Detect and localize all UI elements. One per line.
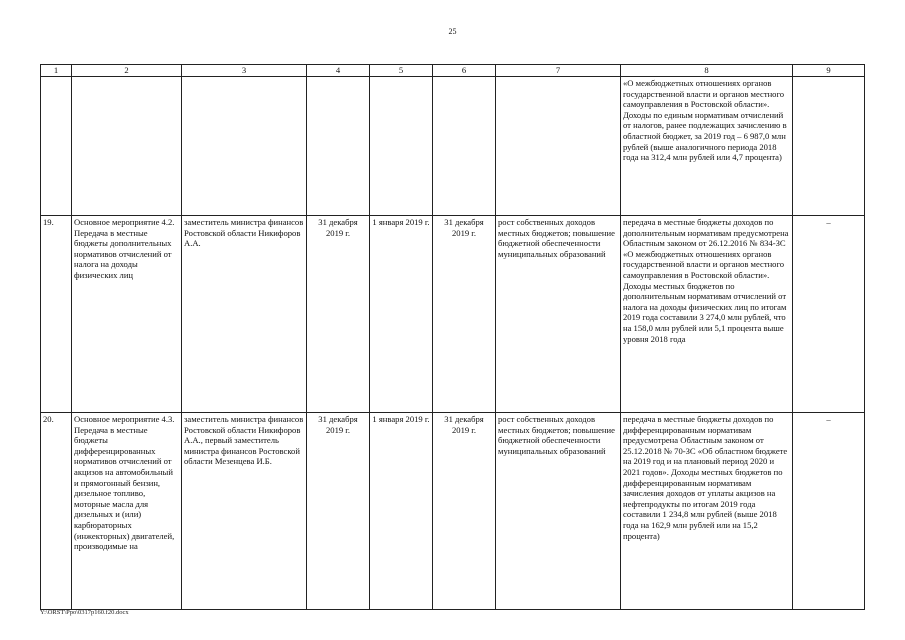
table-row — [41, 77, 865, 216]
actual-start-date-cell: 1 января 2019 г. — [370, 413, 433, 610]
page-number: 25 — [448, 27, 457, 36]
actual-end-date-cell: 31 декабря 2019 г. — [433, 216, 496, 413]
executor-cell: заместитель министра финансов Ростовской области Никифоров А.А., первый заместитель министра финансов Ростовской области Мезенцева И.Б. — [182, 413, 307, 610]
column-header: 3 — [182, 65, 307, 77]
actual-start-date-cell: 1 января 2019 г. — [370, 216, 433, 413]
event-cell — [72, 77, 182, 216]
column-number-row — [41, 65, 865, 77]
actual-result-cell: передача в местные бюджеты доходов по дополнительным нормативам предусмотрена Областным законом от 26.12.2016 № 834-ЗС «О межбюджетных отношениях органов государственной власти и органов местного самоуправления в Ростовской области». Доходы местных бюджетов по дополнительным нормативам отчислений от налога на доходы физических лиц по итогам 2019 года составили 3 274,0 млн рублей, что на 158,0 млн рублей или 5,1 процента выше уровня 2018 года — [621, 216, 793, 413]
planned-result-cell — [496, 77, 621, 216]
report-table — [40, 64, 865, 610]
table-row — [41, 216, 865, 413]
note-cell — [793, 77, 865, 216]
column-header: 7 — [496, 65, 621, 77]
file-path-footer: Y:\ORST\Ppo\0317p160.f20.docx — [40, 609, 129, 616]
note-cell: – — [793, 413, 865, 610]
column-header: 6 — [433, 65, 496, 77]
row-number: 20. — [41, 413, 72, 610]
event-cell: Основное мероприятие 4.3. Передача в местные бюджеты дифференцированных нормативов отчислений от акцизов на автомобильный и прямогонный бензин, дизельное топливо, моторные масла для дизельных и (или) карбюраторных (инжекторных) двигателей, производимые на — [72, 413, 182, 610]
executor-cell: заместитель министра финансов Ростовской области Никифоров А.А. — [182, 216, 307, 413]
actual-result-cell: передача в местные бюджеты доходов по дифференцированным нормативам предусмотрена Областным законом от 25.12.2018 № 70-ЗС «Об областном бюджете на 2019 год и на плановый период 2020 и 2021 годов». Доходы местных бюджетов по дифференцированным нормативам зачисления доходов от уплаты акцизов на нефтепродукты по итогам 2019 года составили 1 234,8 млн рублей (выше 2018 года на 162,9 млн рублей или на 15,2 процента) — [621, 413, 793, 610]
column-header: 8 — [621, 65, 793, 77]
event-cell: Основное мероприятие 4.2. Передача в местные бюджеты дополнительных нормативов отчислений от налога на доходы физических лиц — [72, 216, 182, 413]
planned-result-cell: рост собственных доходов местных бюджетов; повышение бюджетной обеспеченности муниципальных образований — [496, 413, 621, 610]
row-number — [41, 77, 72, 216]
actual-start-date-cell — [370, 77, 433, 216]
row-number: 19. — [41, 216, 72, 413]
actual-result-cell: «О межбюджетных отношениях органов государственной власти и органов местного самоуправления в Ростовской области». Доходы по единым нормативам отчислений от налогов, ранее подлежащих зачислению в областной бюджет, за 2019 год – 6 987,0 млн рублей (выше аналогичного периода 2018 года на 312,4 млн рублей или 4,7 процента) — [621, 77, 793, 216]
planned-end-date-cell — [307, 77, 370, 216]
note-cell: – — [793, 216, 865, 413]
executor-cell — [182, 77, 307, 216]
planned-end-date-cell: 31 декабря 2019 г. — [307, 413, 370, 610]
actual-end-date-cell — [433, 77, 496, 216]
column-header: 5 — [370, 65, 433, 77]
actual-end-date-cell: 31 декабря 2019 г. — [433, 413, 496, 610]
column-header: 1 — [41, 65, 72, 77]
column-header: 4 — [307, 65, 370, 77]
planned-result-cell: рост собственных доходов местных бюджетов; повышение бюджетной обеспеченности муниципальных образований — [496, 216, 621, 413]
column-header: 2 — [72, 65, 182, 77]
column-header: 9 — [793, 65, 865, 77]
table-row — [41, 413, 865, 610]
planned-end-date-cell: 31 декабря 2019 г. — [307, 216, 370, 413]
